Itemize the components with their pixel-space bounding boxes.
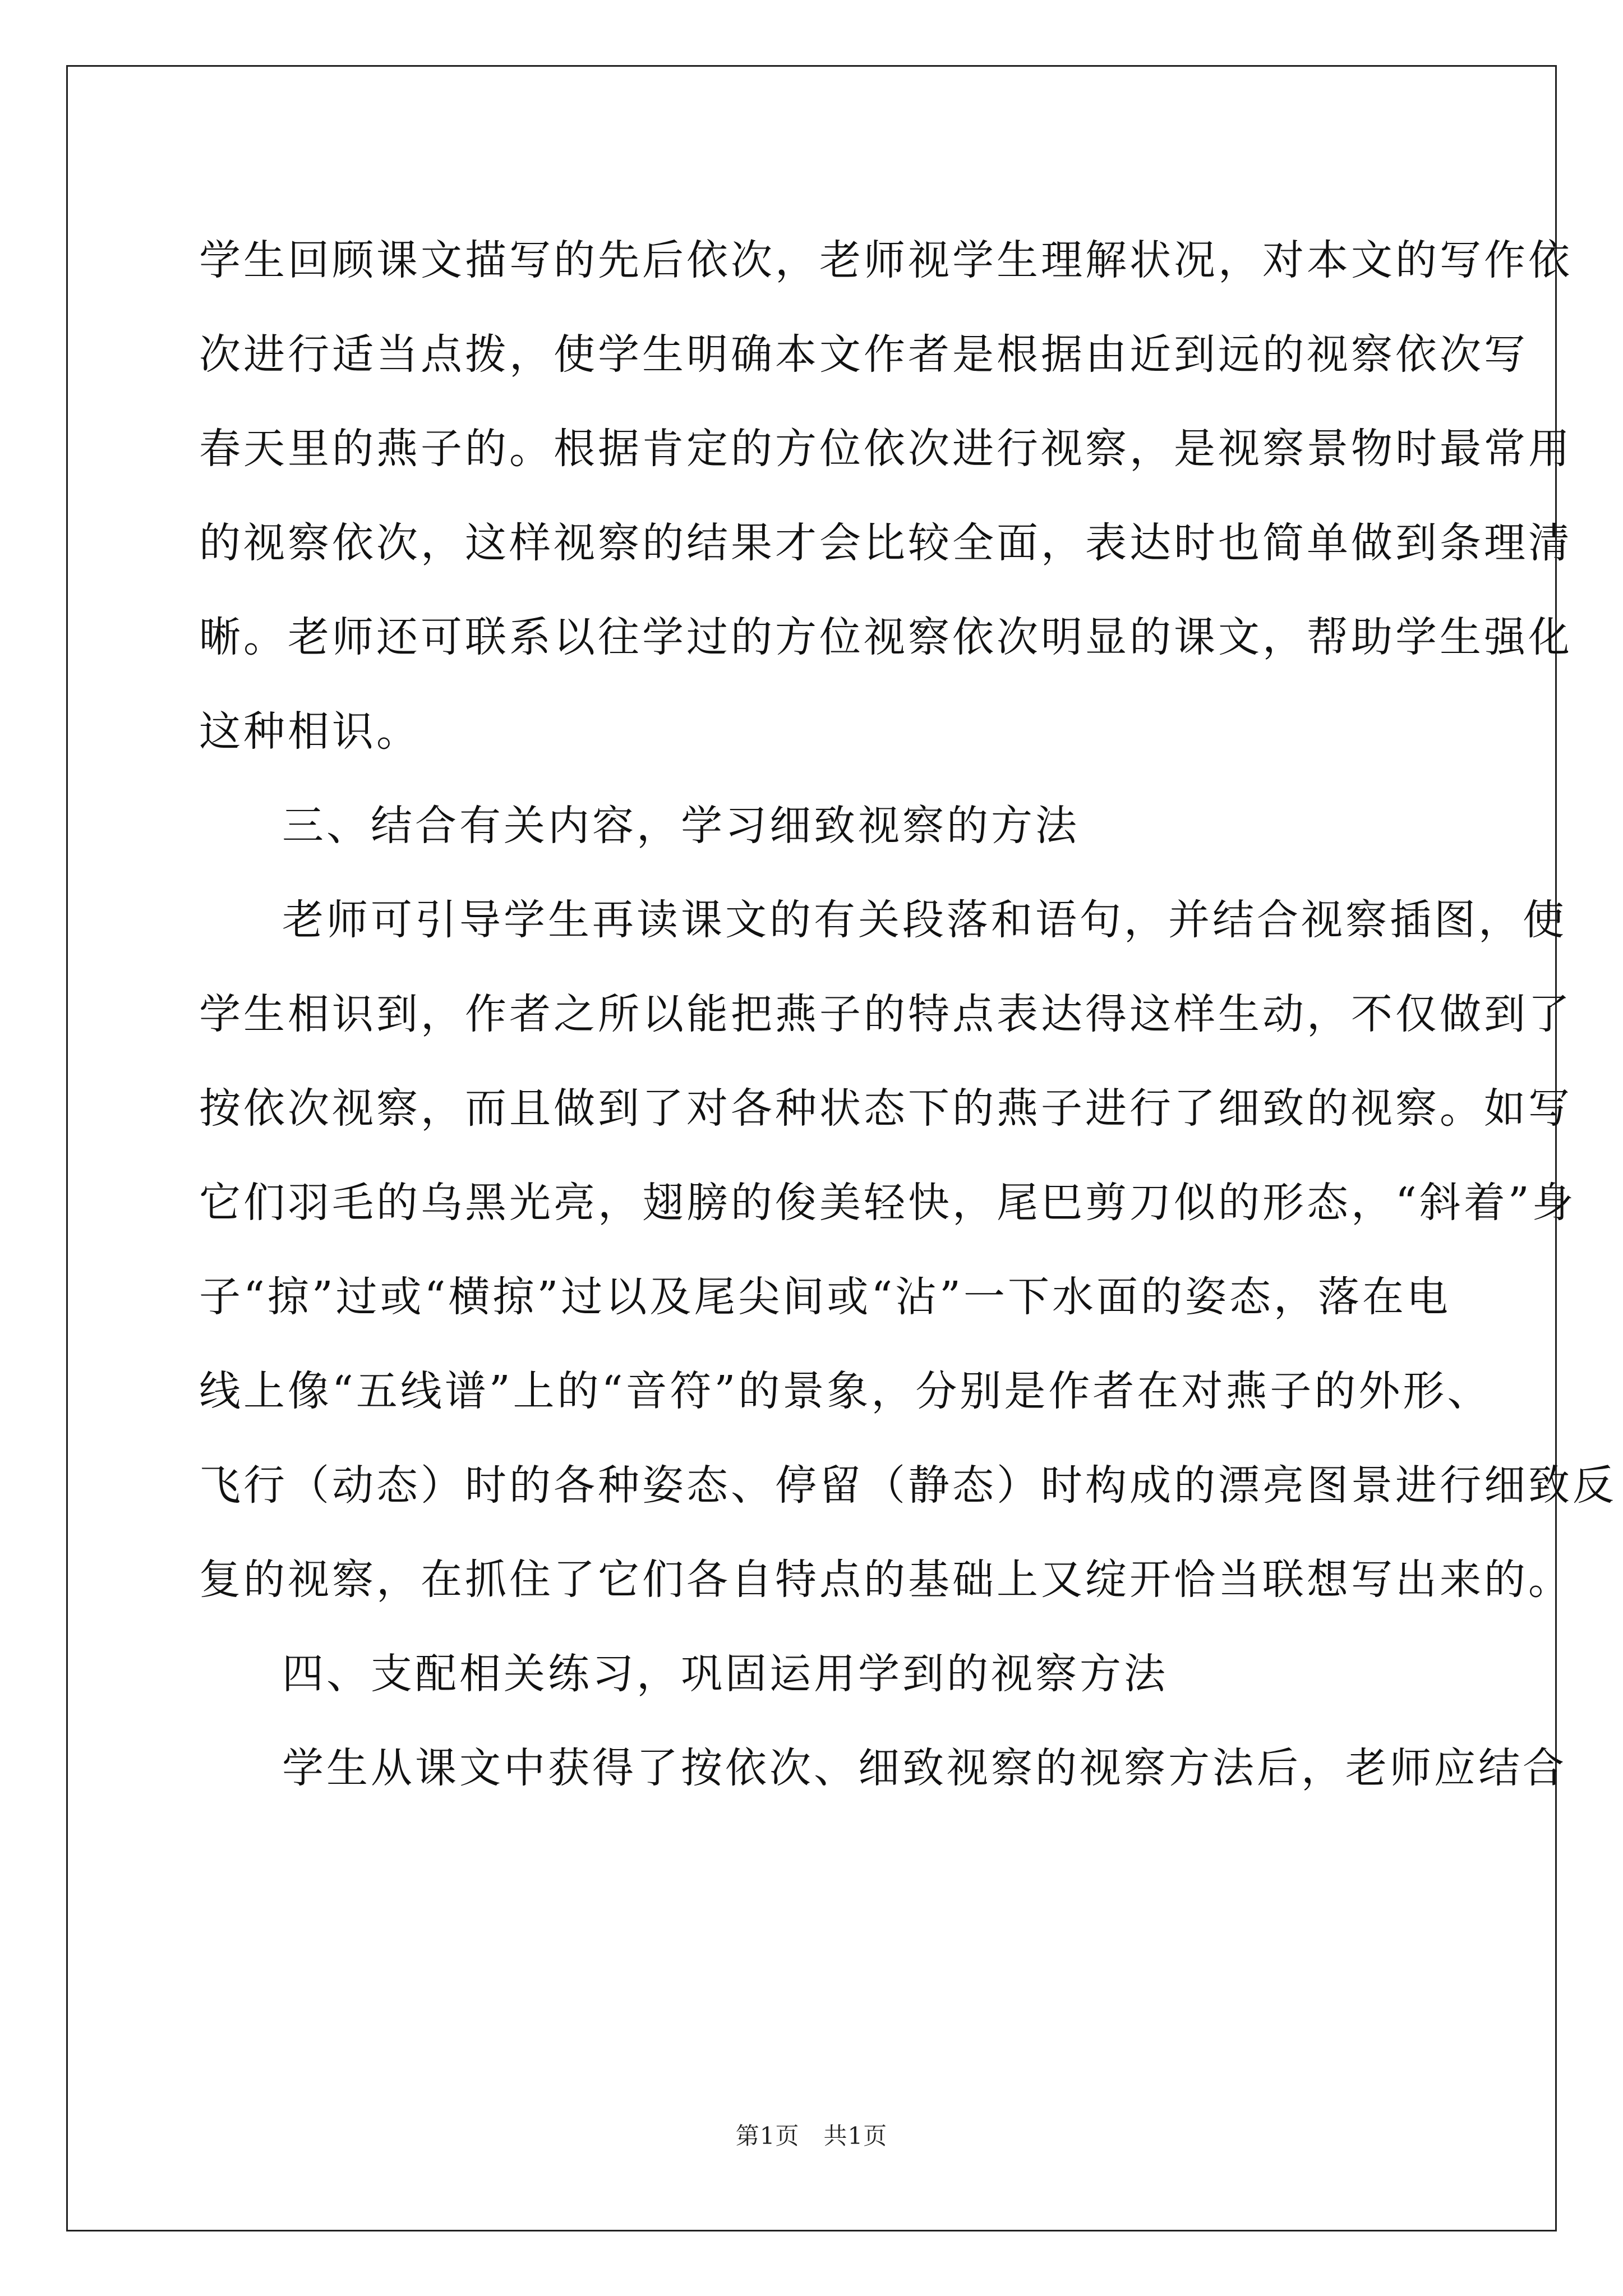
- text-line: 线上像“五线谱”上的“音符”的景象，分别是作者在对燕子的外形、: [199, 1367, 1492, 1415]
- text-line: 晰。老师还可联系以往学过的方位视察依次明显的课文，帮助学生强化: [199, 613, 1573, 661]
- text-line: 次进行适当点拨，使学生明确本文作者是根据由近到远的视察依次写: [199, 330, 1528, 379]
- section-heading: 三、结合有关内容，学习细致视察的方法: [282, 802, 1080, 850]
- text-line: 这种相识。: [199, 707, 421, 756]
- text-line: 子“掠”过或“横掠”过以及尾尖间或“沾”一下水面的姿态，落在电: [199, 1273, 1451, 1321]
- text-line: 飞行（动态）时的各种姿态、停留（静态）时构成的漂亮图景进行细致反: [199, 1461, 1617, 1510]
- section-heading: 四、支配相关练习，巩固运用学到的视察方法: [282, 1650, 1168, 1698]
- text-line: 春天里的燕子的。根据肯定的方位依次进行视察，是视察景物时最常用: [199, 425, 1573, 473]
- text-line: 的视察依次，这样视察的结果才会比较全面，表达时也简单做到条理清: [199, 519, 1573, 567]
- text-line: 学生相识到，作者之所以能把燕子的特点表达得这样生动，不仅做到了: [199, 990, 1573, 1038]
- text-line: 学生从课文中获得了按依次、细致视察的视察方法后，老师应结合: [282, 1744, 1567, 1792]
- text-line: 它们羽毛的乌黑光亮，翅膀的俊美轻快，尾巴剪刀似的形态，“斜着”身: [199, 1179, 1576, 1227]
- text-line: 按依次视察，而且做到了对各种状态下的燕子进行了细致的视察。如写: [199, 1084, 1573, 1133]
- text-line: 老师可引导学生再读课文的有关段落和语句，并结合视察插图，使: [282, 896, 1567, 944]
- page-number-footer: 第1页 共1页: [735, 2122, 888, 2150]
- text-line: 复的视察，在抓住了它们各自特点的基础上又绽开恰当联想写出来的。: [199, 1556, 1573, 1604]
- document-body: [199, 213, 1617, 1815]
- text-line: 学生回顾课文描写的先后依次，老师视学生理解状况，对本文的写作依: [199, 236, 1573, 284]
